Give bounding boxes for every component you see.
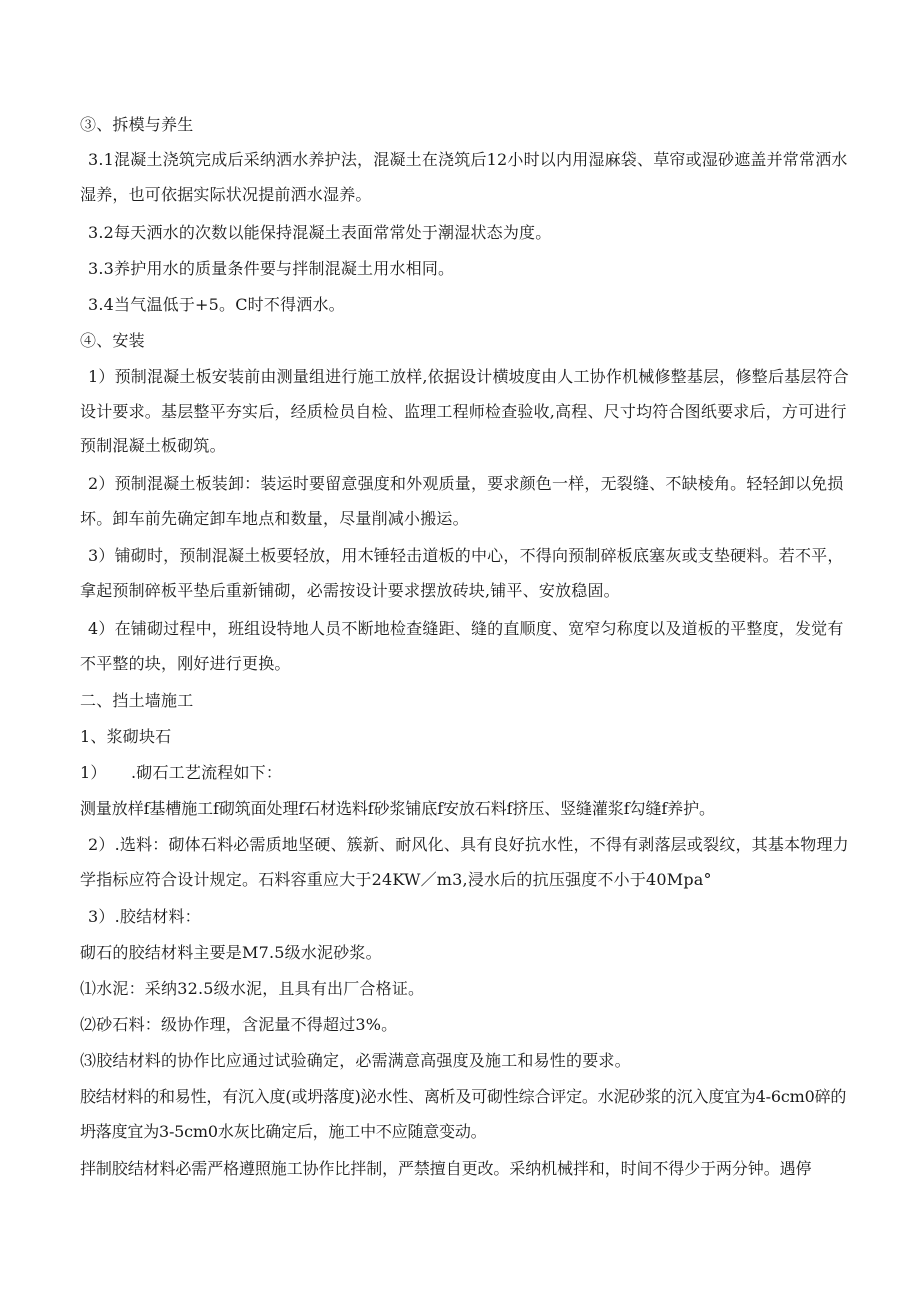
paragraph-workability: 胶结材料的和易性，有沉入度(或坍落度)泌水性、离析及可砌性综合评定。水泥砂浆的沉入度宜为4-6cm0碎的坍落度宜为3-5cm0水灰比确定后，施工中不应随意变动。 [80, 1087, 847, 1141]
paragraph-install-1: 1）预制混凝土板安装前由测量组进行施工放样,依据设计横坡度由人工协作机械修整基层，修整后基层符合设计要求。基层整平夯实后，经质检员自检、监理工程师检查验收,高程、尺寸均符合图纸要求后，方可进行预制混凝土板砌筑。 [80, 367, 849, 455]
paragraph-binding-main: 砌石的胶结材料主要是M7.5级水泥砂浆。 [80, 943, 382, 962]
subsection-heading-masonry: 1、浆砌块石 [80, 727, 172, 746]
section-heading-installation: ④、安装 [80, 331, 145, 350]
paragraph-process-flow: 测量放样f基槽施工f砌筑面处理f石材选料f砂浆铺底f安放石料f挤压、竖缝灌浆f勾缝f养护。 [80, 799, 715, 818]
paragraph-selection: 2）.选料：砌体石料必需质地坚硬、簇新、耐风化、具有良好抗水性，不得有剥落层或裂纹，其基本物理力学指标应符合设计规定。石料容重应大于24KW／m3,浸水后的抗压强度不小于40Mpa° [80, 835, 849, 889]
paragraph-3-1: 3.1混凝土浇筑完成后采纳洒水养护法，混凝土在浇筑后12小时以内用湿麻袋、草帘或湿砂遮盖并常常洒水湿养，也可依据实际状况提前洒水湿养。 [80, 150, 848, 204]
paragraph-process-title: 1） .砌石工艺流程如下： [80, 763, 283, 782]
paragraph-cement: ⑴水泥：采纳32.5级水泥，且具有出厂合格证。 [80, 979, 425, 998]
paragraph-3-3: 3.3养护用水的质量条件要与拌制混凝土用水相同。 [88, 259, 455, 278]
paragraph-install-2: 2）预制混凝土板装卸：装运时要留意强度和外观质量，要求颜色一样，无裂缝、不缺棱角。轻轻卸以免损坏。卸车前先确定卸车地点和数量，尽量削减小搬运。 [80, 474, 844, 528]
paragraph-aggregate: ⑵砂石料：级协作理，含泥量不得超过3%。 [80, 1015, 398, 1034]
paragraph-3-2: 3.2每天洒水的次数以能保持混凝土表面常常处于潮湿状态为度。 [88, 223, 552, 242]
section-heading-demolding: ③、拆模与养生 [80, 115, 194, 134]
paragraph-binding-title: 3）.胶结材料： [88, 907, 201, 926]
paragraph-mix-ratio: ⑶胶结材料的协作比应通过试验确定，必需满意高强度及施工和易性的要求。 [80, 1051, 631, 1070]
paragraph-install-4: 4）在铺砌过程中，班组设特地人员不断地检查缝距、缝的直顺度、宽窄匀称度以及道板的平整度，发觉有不平整的块，刚好进行更换。 [80, 619, 844, 673]
paragraph-install-3: 3）铺砌时，预制混凝土板要轻放，用木锤轻击道板的中心，不得向预制碎板底塞灰或支垫硬料。若不平，拿起预制碎板平垫后重新铺砌，必需按设计要求摆放砖块,铺平、安放稳固。 [80, 546, 844, 600]
section-heading-retaining-wall: 二、挡土墙施工 [80, 691, 194, 710]
paragraph-3-4: 3.4当气温低于+5。C时不得洒水。 [88, 295, 345, 314]
paragraph-mixing: 拌制胶结材料必需严格遵照施工协作比拌制，严禁擅自更改。采纳机械拌和，时间不得少于两分钟。遇停 [80, 1159, 812, 1178]
